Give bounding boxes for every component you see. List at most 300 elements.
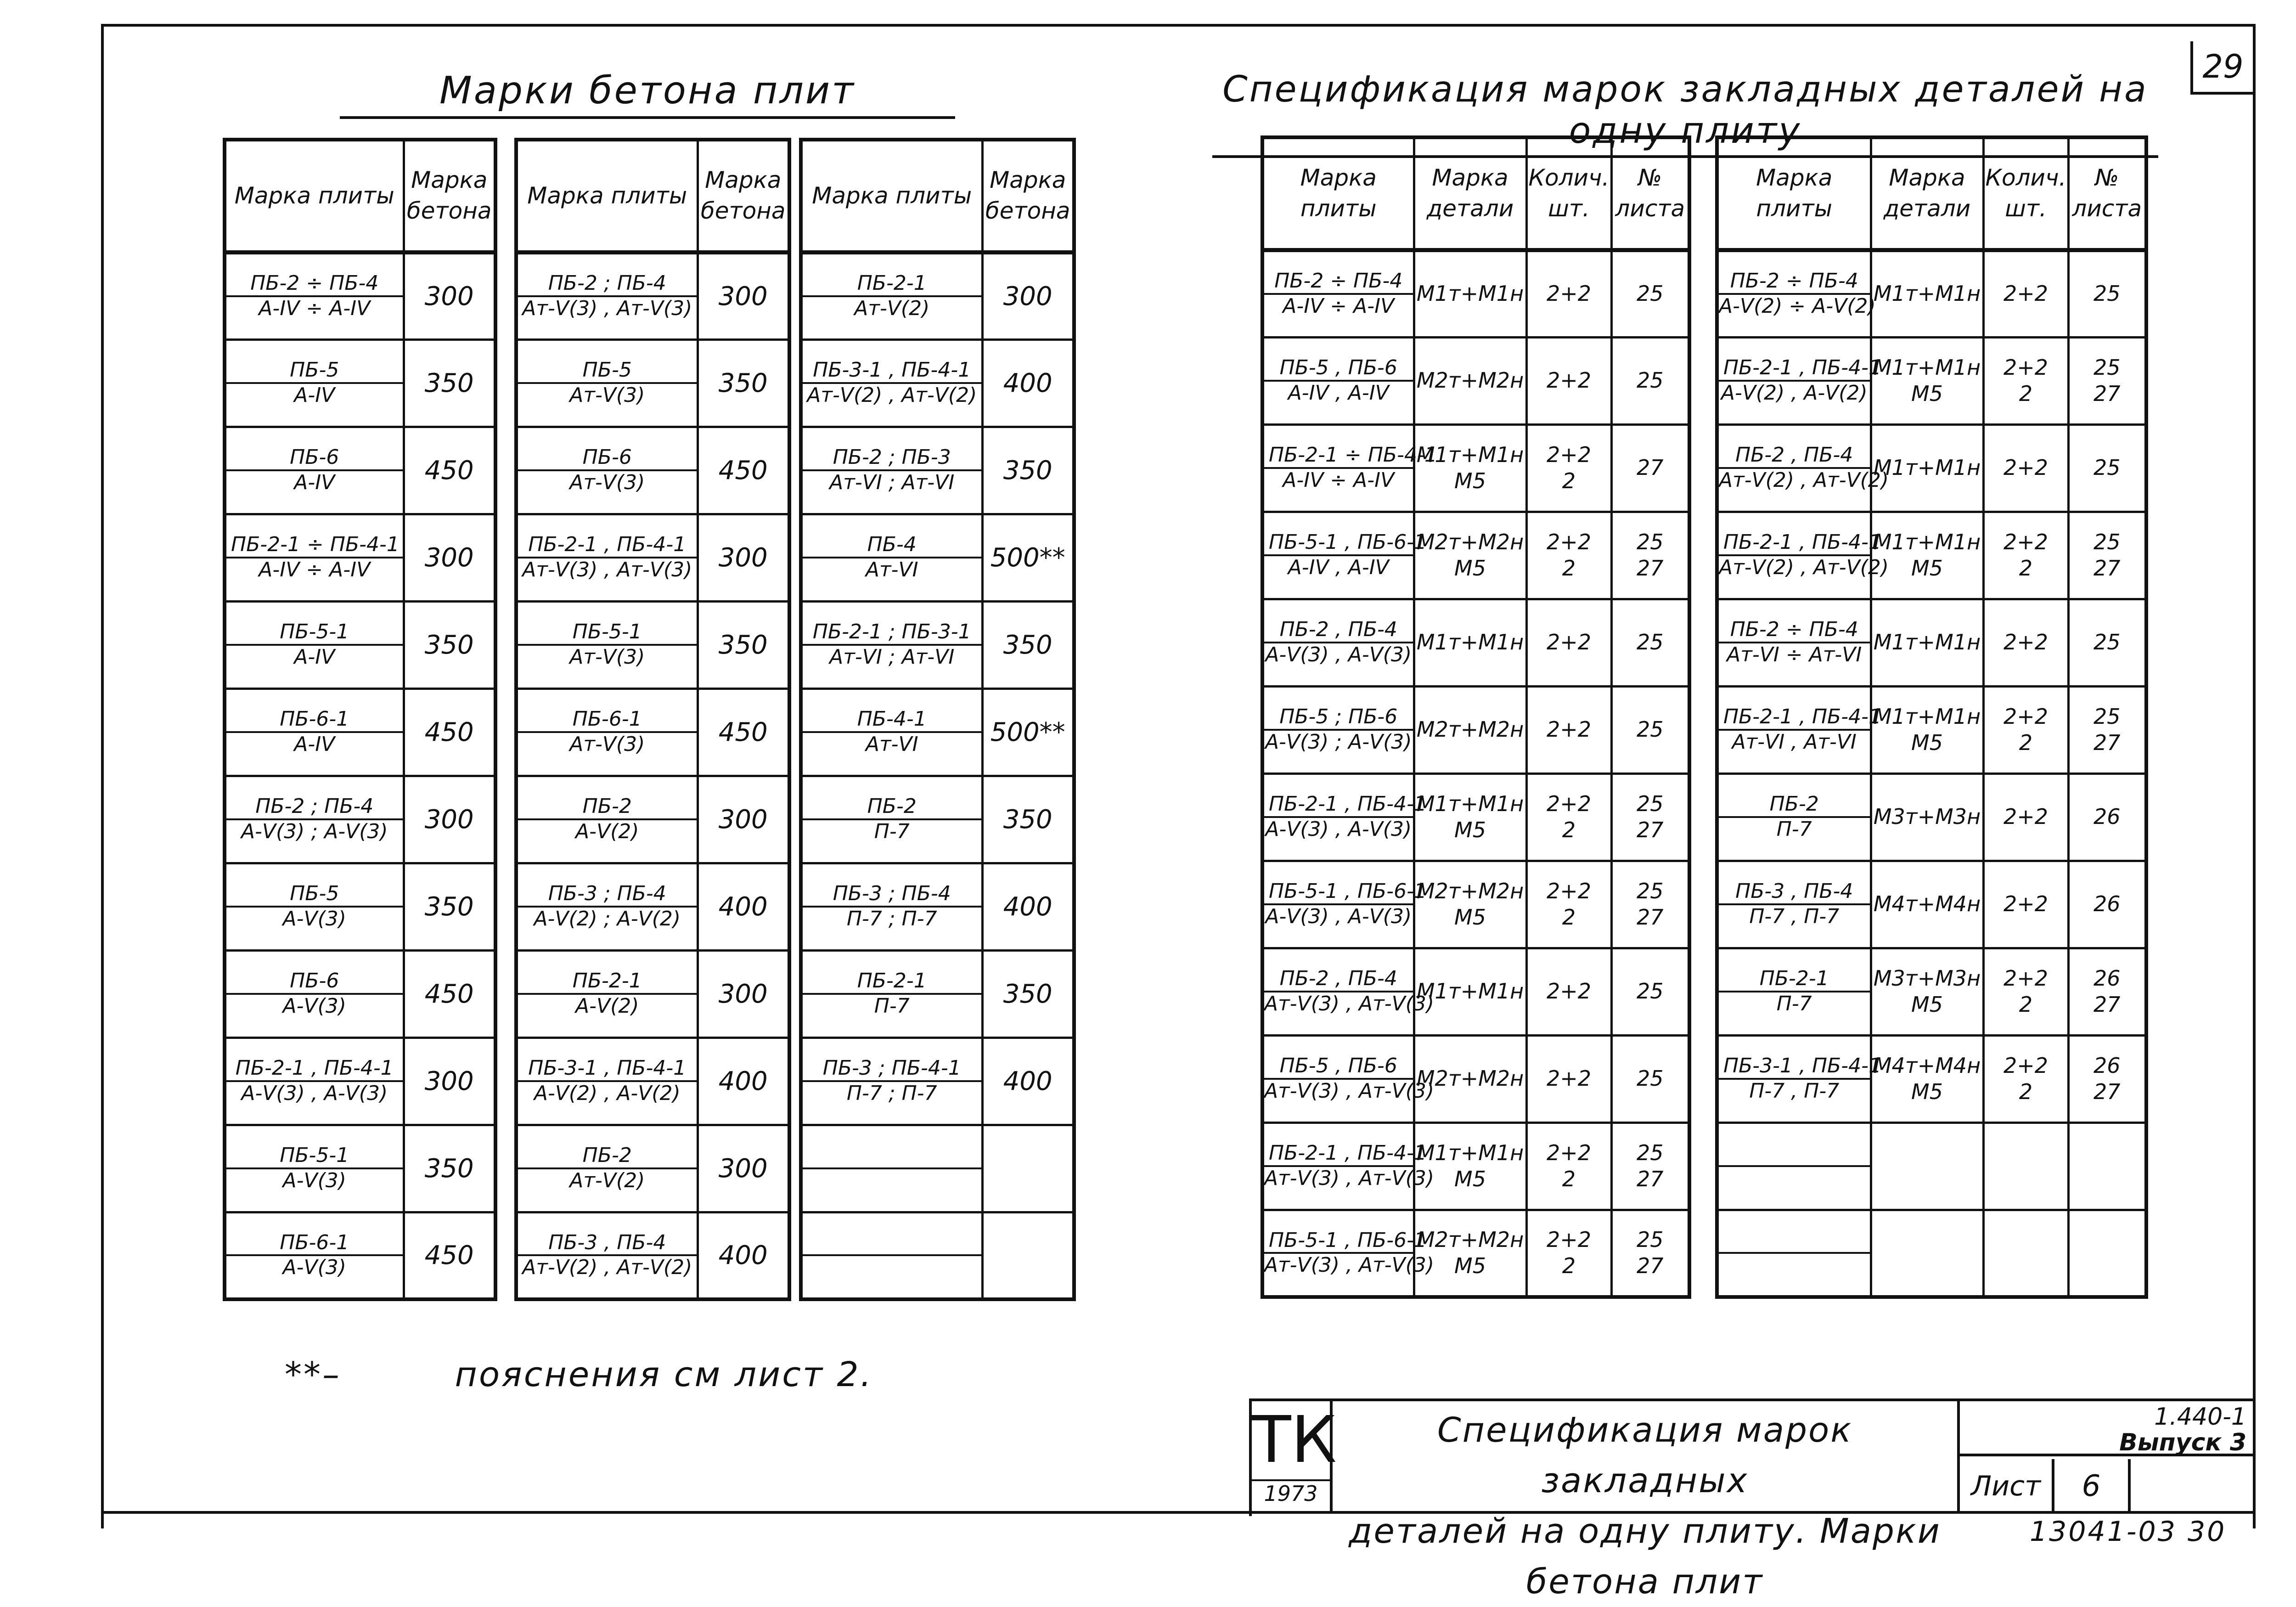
quantity: 2+2 2 (1526, 1210, 1611, 1297)
concrete-grade: 500** (982, 514, 1074, 601)
plate-mark-cell (225, 950, 404, 1038)
concrete-grade: 450 (698, 688, 789, 776)
plate-mark-top: ПБ-5 (226, 359, 403, 384)
table-row (516, 950, 789, 1038)
sheet-no: 25 27 (2068, 512, 2146, 599)
detail-mark: М1т+М1н (1871, 250, 1983, 337)
table-row (225, 427, 495, 514)
table-row (801, 1125, 1074, 1212)
plate-mark-fraction (226, 970, 403, 1018)
sheet-no: 25 (1611, 948, 1689, 1035)
concrete-grade: 300 (982, 252, 1074, 339)
plate-mark-cell (516, 1212, 698, 1299)
detail-mark: М1т+М1н (1414, 599, 1526, 686)
plate-mark-cell (225, 863, 404, 950)
quantity: 2+2 (1983, 250, 2068, 337)
plate-mark-fraction (1719, 1165, 1870, 1167)
plate-mark-bottom: Ат-V(2) , Ат-V(2) (1719, 468, 1889, 492)
plate-mark-fraction (803, 970, 981, 1018)
table-row (1717, 1035, 2146, 1122)
footnote-mark: **– (285, 1355, 341, 1394)
plate-mark-fraction (1264, 530, 1427, 579)
plate-mark-bottom: А-IV ÷ А-IV (259, 558, 371, 581)
table-row (516, 1038, 789, 1125)
plate-mark-top: ПБ-5 (226, 882, 403, 908)
table-row (225, 601, 495, 688)
concrete-grade: 400 (982, 1038, 1074, 1125)
table-row (1262, 599, 1689, 686)
detail-mark: М3т+М3н М5 (1871, 948, 1983, 1035)
plate-mark-top: ПБ-4-1 (803, 708, 981, 733)
sheet-no: 25 27 (1611, 1122, 1689, 1210)
plate-mark-top: ПБ-2 ÷ ПБ-4 (1719, 618, 1870, 643)
plate-mark-fraction (518, 446, 697, 494)
concrete-grade: 400 (982, 339, 1074, 427)
plate-mark-cell (225, 688, 404, 776)
plate-mark-cell (225, 1125, 404, 1212)
plate-mark-fraction (803, 1057, 981, 1105)
detail-mark: М2т+М2н (1414, 1035, 1526, 1122)
spec-table (1261, 135, 1691, 1299)
table-row (1717, 337, 2146, 424)
plate-mark-fraction (803, 272, 981, 320)
plate-mark-top: ПБ-2 ; ПБ-4 (226, 795, 403, 820)
concrete-grade: 500** (982, 688, 1074, 776)
plate-mark-top: ПБ-3-1 , ПБ-4-1 (803, 359, 981, 384)
concrete-grade: 400 (698, 863, 789, 950)
table-row (1262, 861, 1689, 948)
plate-mark-top: ПБ-2-1 ; ПБ-3-1 (803, 620, 981, 646)
detail-mark: М2т+М2н М5 (1414, 512, 1526, 599)
plate-mark-bottom: П-7 ; П-7 (846, 1082, 937, 1105)
plate-mark-bottom: Ат-V(3) , Ат-V(3) (522, 558, 692, 581)
plate-mark-bottom: А-V(3) , А-V(3) (1265, 643, 1412, 666)
plate-mark-bottom: Ат-V(3) , Ат-V(3) (522, 297, 692, 320)
spec-header: Колич. шт. (1983, 137, 2068, 250)
plate-mark-bottom: А-V(2) ÷ А-V(2) (1719, 294, 1876, 318)
concrete-grade (982, 1125, 1074, 1212)
sheet-no (2068, 1122, 2146, 1210)
plate-mark-top: ПБ-2-1 (518, 970, 697, 995)
concrete-table (223, 138, 497, 1301)
plate-mark-cell (1262, 250, 1414, 337)
left-title-text: Марки бетона плит (439, 69, 855, 113)
plate-mark-bottom: А-V(3) (282, 1256, 346, 1280)
sheet-no: 25 27 (1611, 512, 1689, 599)
quantity: 2+2 (1526, 686, 1611, 773)
table-row (516, 427, 789, 514)
concrete-grade: 450 (404, 950, 495, 1038)
quantity: 2+2 (1983, 773, 2068, 861)
concrete-grade: 450 (404, 427, 495, 514)
sheet-no: 25 27 (1611, 1210, 1689, 1297)
detail-mark (1871, 1210, 1983, 1297)
concrete-grade: 400 (698, 1212, 789, 1299)
plate-mark-fraction (1719, 443, 1889, 492)
plate-mark-fraction (518, 359, 697, 407)
quantity: 2+2 (1526, 948, 1611, 1035)
plate-mark-fraction (518, 708, 697, 756)
plate-mark-bottom: Ат-V(3) (569, 383, 645, 407)
quantity: 2+2 2 (1983, 337, 2068, 424)
plate-mark-top: ПБ-3 ; ПБ-4 (518, 882, 697, 908)
plate-mark-bottom: Ат-VI ÷ Ат-VI (1727, 643, 1862, 666)
plate-mark-bottom: А-V(3) , А-V(3) (241, 1082, 388, 1105)
quantity: 2+2 (1526, 250, 1611, 337)
table-row (1262, 424, 1689, 512)
concrete-grade: 350 (698, 339, 789, 427)
title-line-2: деталей на одну плиту. Марки бетона плит (1349, 1511, 1941, 1601)
sheet-no: 26 27 (2068, 948, 2146, 1035)
detail-mark: М1т+М1н (1414, 948, 1526, 1035)
plate-mark-cell (516, 1125, 698, 1212)
plate-mark-bottom: А-IV ÷ А-IV (1283, 468, 1395, 492)
plate-mark-cell (516, 601, 698, 688)
detail-mark: М1т+М1н М5 (1871, 686, 1983, 773)
page-number: 29 (2190, 41, 2253, 95)
table-row (225, 776, 495, 863)
tk-logo (1252, 1401, 1337, 1513)
plate-mark-fraction (518, 795, 697, 843)
sheet-number: 6 (2054, 1459, 2131, 1513)
plate-mark-bottom: А-V(2) (575, 994, 639, 1018)
table-row (225, 863, 495, 950)
title-block-title (1333, 1401, 1957, 1601)
plate-mark-fraction (1264, 1228, 1435, 1277)
plate-mark-cell (225, 427, 404, 514)
plate-mark-top: ПБ-4 (803, 533, 981, 558)
plate-mark-bottom: А-V(2) , А-V(2) (534, 1082, 681, 1105)
plate-mark-top: ПБ-2 (803, 795, 981, 820)
table-row (1262, 337, 1689, 424)
plate-mark-cell (516, 252, 698, 339)
detail-mark: М4т+М4н (1871, 861, 1983, 948)
table-row (1262, 686, 1689, 773)
concrete-header: Марка бетона (698, 140, 789, 252)
concrete-grade: 300 (698, 776, 789, 863)
plate-mark-top: ПБ-2-1 (1719, 967, 1870, 992)
plate-mark-top: ПБ-5-1 (226, 620, 403, 646)
plate-mark-top (803, 1254, 981, 1256)
sheet-no: 25 27 (2068, 686, 2146, 773)
table-row (801, 1038, 1074, 1125)
plate-mark-top: ПБ-5-1 , ПБ-6-1 (1264, 531, 1413, 556)
table-row (225, 950, 495, 1038)
concrete-grade: 450 (404, 688, 495, 776)
plate-mark-fraction (803, 795, 981, 843)
plate-mark-fraction (226, 620, 403, 669)
quantity: 2+2 (1526, 337, 1611, 424)
plate-mark-bottom: Ат-VI ; Ат-VI (829, 645, 955, 669)
plate-mark-bottom: А-V(2) ; А-V(2) (534, 907, 681, 930)
plate-mark-fraction (226, 359, 403, 407)
plate-mark-bottom: А-V(3) ; А-V(3) (1265, 730, 1412, 754)
concrete-grade: 300 (698, 950, 789, 1038)
detail-mark: М1т+М1н (1871, 599, 1983, 686)
plate-mark-fraction (518, 1231, 697, 1280)
plate-mark-cell (1262, 599, 1414, 686)
sheet-no: 25 (1611, 337, 1689, 424)
concrete-header: Марка плиты (225, 140, 404, 252)
plate-mark-cell (1717, 250, 1876, 337)
series-number: 1.440-1 (2154, 1403, 2246, 1431)
plate-mark-cell (1717, 599, 1871, 686)
detail-mark: М1т+М1н (1871, 424, 1983, 512)
plate-mark-bottom: Ат-V(3) , Ат-V(3) (1264, 1079, 1435, 1103)
plate-mark-top: ПБ-2 (518, 795, 697, 820)
plate-mark-cell (1717, 686, 1881, 773)
sheet-no: 25 (2068, 250, 2146, 337)
quantity: 2+2 2 (1983, 948, 2068, 1035)
plate-mark-cell (516, 688, 698, 776)
plate-mark-cell (225, 252, 404, 339)
plate-mark-fraction (1264, 443, 1437, 492)
plate-mark-fraction (1719, 269, 1876, 318)
plate-mark-bottom: А-V(3) ; А-V(3) (241, 820, 388, 843)
detail-mark: М4т+М4н М5 (1871, 1035, 1983, 1122)
table-row (225, 1212, 495, 1299)
plate-mark-top: ПБ-3-1 , ПБ-4-1 (518, 1057, 697, 1082)
plate-mark-fraction (803, 1254, 981, 1256)
concrete-grade: 350 (982, 601, 1074, 688)
plate-mark-bottom: А-IV (294, 733, 335, 756)
table-row (225, 514, 495, 601)
plate-mark-top (803, 1167, 981, 1169)
plate-mark-top: ПБ-2-1 , ПБ-4-1 (1264, 793, 1413, 818)
sheet-no: 25 (1611, 686, 1689, 773)
plate-mark-fraction (1264, 1141, 1435, 1190)
table-row (801, 863, 1074, 950)
table-row (516, 601, 789, 688)
concrete-grade: 300 (404, 776, 495, 863)
concrete-header: Марка плиты (801, 140, 982, 252)
concrete-grade: 450 (404, 1212, 495, 1299)
plate-mark-bottom: Ат-V(3) (569, 471, 645, 494)
plate-mark-cell (1262, 1210, 1435, 1297)
plate-mark-bottom: Ат-VI ; Ат-VI (829, 471, 955, 494)
plate-mark-top: ПБ-2-1 (803, 970, 981, 995)
table-row (801, 688, 1074, 776)
detail-mark: М1т+М1н М5 (1414, 773, 1526, 861)
plate-mark-top: ПБ-5 , ПБ-6 (1264, 356, 1413, 382)
plate-mark-top: ПБ-2-1 , ПБ-4-1 (1719, 705, 1870, 731)
table-row (801, 601, 1074, 688)
left-section-title (340, 69, 955, 113)
table-row (225, 688, 495, 776)
plate-mark-bottom: А-V(3) , А-V(3) (1265, 818, 1412, 841)
concrete-header: Марка плиты (516, 140, 698, 252)
table-row (516, 776, 789, 863)
concrete-header: Марка бетона (404, 140, 495, 252)
plate-mark-cell (1717, 337, 1881, 424)
plate-mark-top: ПБ-3-1 , ПБ-4-1 (1719, 1054, 1870, 1080)
plate-mark-cell (801, 1212, 982, 1299)
plate-mark-cell (1717, 1122, 1871, 1210)
quantity: 2+2 2 (1983, 1035, 2068, 1122)
plate-mark-fraction (1264, 705, 1413, 754)
plate-mark-fraction (226, 882, 403, 930)
table-row (516, 1212, 789, 1299)
plate-mark-bottom: А-V(3) (282, 994, 346, 1018)
plate-mark-cell (1717, 861, 1871, 948)
plate-mark-cell (801, 863, 982, 950)
plate-mark-top: ПБ-2 (518, 1144, 697, 1169)
plate-mark-top: ПБ-5-1 (226, 1144, 403, 1169)
table-row (801, 339, 1074, 427)
table-row (225, 252, 495, 339)
plate-mark-bottom: П-7 , П-7 (1749, 905, 1840, 928)
plate-mark-bottom: П-7 (874, 994, 910, 1018)
table-row (1717, 686, 2146, 773)
plate-mark-fraction (803, 1167, 981, 1169)
plate-mark-cell (225, 1212, 404, 1299)
plate-mark-fraction (518, 620, 697, 669)
plate-mark-top: ПБ-2 ÷ ПБ-4 (1719, 270, 1870, 295)
plate-mark-bottom: П-7 , П-7 (1749, 1079, 1840, 1103)
plate-mark-top: ПБ-3 ; ПБ-4 (803, 882, 981, 908)
plate-mark-cell (1262, 337, 1414, 424)
sheet-label: Лист (1960, 1459, 2054, 1513)
quantity: 2+2 2 (1526, 512, 1611, 599)
plate-mark-cell (1262, 948, 1435, 1035)
detail-mark: М2т+М2н М5 (1414, 1210, 1526, 1297)
sheet-no: 25 (2068, 599, 2146, 686)
plate-mark-top: ПБ-2-1 , ПБ-4-1 (1719, 356, 1870, 382)
plate-mark-fraction (803, 708, 981, 756)
plate-mark-top: ПБ-2-1 , ПБ-4-1 (1719, 531, 1870, 556)
detail-mark: М2т+М2н (1414, 337, 1526, 424)
plate-mark-bottom: Ат-V(2) , Ат-V(2) (522, 1256, 692, 1280)
table-row (1262, 773, 1689, 861)
sheet-no: 26 27 (2068, 1035, 2146, 1122)
logo-year: 1973 (1252, 1479, 1330, 1506)
concrete-grade: 350 (404, 601, 495, 688)
concrete-grade: 450 (698, 427, 789, 514)
plate-mark-bottom: П-7 (874, 820, 910, 843)
issue-number: Выпуск 3 (2119, 1429, 2246, 1456)
plate-mark-top: ПБ-2 ÷ ПБ-4 (1264, 270, 1413, 295)
plate-mark-cell (801, 339, 982, 427)
plate-mark-bottom: Ат-V(2) , Ат-V(2) (1719, 556, 1889, 579)
plate-mark-cell (1717, 948, 1871, 1035)
plate-mark-top: ПБ-6 (226, 446, 403, 471)
plate-mark-bottom: А-V(2) (575, 820, 639, 843)
plate-mark-top: ПБ-2-1 ÷ ПБ-4-1 (226, 533, 403, 558)
plate-mark-cell (516, 339, 698, 427)
quantity: 2+2 2 (1983, 512, 2068, 599)
detail-mark: М1т+М1н М5 (1871, 337, 1983, 424)
concrete-grade: 400 (982, 863, 1074, 950)
concrete-table (799, 138, 1076, 1301)
table-row (225, 1038, 495, 1125)
plate-mark-bottom: Ат-VI , Ат-VI (1732, 730, 1857, 754)
sheet-no (2068, 1210, 2146, 1297)
plate-mark-top: ПБ-2-1 , ПБ-4-1 (1264, 1142, 1413, 1167)
plate-mark-cell (1262, 686, 1414, 773)
plate-mark-cell (801, 950, 982, 1038)
plate-mark-top: ПБ-2-1 , ПБ-4-1 (226, 1057, 403, 1082)
table-row (516, 688, 789, 776)
plate-mark-fraction (803, 359, 981, 407)
concrete-grade: 350 (404, 1125, 495, 1212)
plate-mark-top: ПБ-6-1 (226, 708, 403, 733)
quantity: 2+2 2 (1983, 686, 2068, 773)
plate-mark-fraction (1719, 967, 1870, 1015)
concrete-grade: 350 (982, 776, 1074, 863)
plate-mark-cell (1717, 1035, 1881, 1122)
plate-mark-cell (801, 1038, 982, 1125)
plate-mark-bottom: П-7 (1776, 992, 1812, 1015)
plate-mark-fraction (518, 882, 697, 930)
plate-mark-fraction (1719, 705, 1881, 754)
plate-mark-bottom: Ат-V(2) , Ат-V(2) (807, 383, 977, 407)
plate-mark-fraction (1719, 1054, 1881, 1103)
plate-mark-fraction (518, 1057, 697, 1105)
sheet-no: 26 (2068, 861, 2146, 948)
plate-mark-bottom: А-V(2) , А-V(2) (1721, 381, 1868, 405)
plate-mark-top: ПБ-6-1 (226, 1231, 403, 1257)
plate-mark-top: ПБ-3 ; ПБ-4-1 (803, 1057, 981, 1082)
spec-header: № листа (1611, 137, 1689, 250)
quantity: 2+2 (1983, 861, 2068, 948)
plate-mark-fraction (1719, 356, 1881, 405)
plate-mark-bottom: Ат-V(3) (569, 645, 645, 669)
sheet-no: 25 27 (1611, 861, 1689, 948)
detail-mark: М1т+М1н М5 (1414, 1122, 1526, 1210)
plate-mark-fraction (803, 533, 981, 581)
concrete-grade: 350 (404, 339, 495, 427)
table-row (801, 427, 1074, 514)
plate-mark-fraction (226, 795, 403, 843)
detail-mark: М2т+М2н (1414, 686, 1526, 773)
plate-mark-fraction (1264, 967, 1435, 1015)
sheet-no: 25 (1611, 599, 1689, 686)
plate-mark-fraction (226, 1144, 403, 1192)
quantity: 2+2 2 (1526, 861, 1611, 948)
plate-mark-top: ПБ-3 , ПБ-4 (518, 1231, 697, 1257)
concrete-grade: 300 (404, 1038, 495, 1125)
title-line-1: Спецификация марок закладных (1437, 1410, 1853, 1500)
plate-mark-top: ПБ-5 , ПБ-6 (1264, 1054, 1413, 1080)
series-cell (1960, 1401, 2256, 1456)
title-block-cells (1957, 1401, 2256, 1513)
concrete-grade: 350 (404, 863, 495, 950)
plate-mark-fraction (226, 1057, 403, 1105)
concrete-grade: 300 (404, 514, 495, 601)
plate-mark-cell (1262, 861, 1427, 948)
detail-mark: М3т+М3н (1871, 773, 1983, 861)
plate-mark-cell (801, 427, 982, 514)
plate-mark-top: ПБ-5 ; ПБ-6 (1264, 705, 1413, 731)
quantity: 2+2 2 (1526, 1122, 1611, 1210)
plate-mark-fraction (1719, 618, 1870, 666)
spec-table (1715, 135, 2148, 1299)
document-code: 13041-03 30 (2030, 1516, 2227, 1548)
plate-mark-cell (516, 427, 698, 514)
spec-header: Марка плиты (1262, 137, 1414, 250)
plate-mark-cell (516, 514, 698, 601)
plate-mark-bottom: А-V(3) , А-V(3) (1265, 905, 1412, 928)
plate-mark-top (1719, 1252, 1870, 1254)
table-row (1717, 599, 2146, 686)
plate-mark-fraction (518, 272, 697, 320)
detail-mark: М1т+М1н (1414, 250, 1526, 337)
plate-mark-fraction (1264, 880, 1427, 928)
plate-mark-cell (516, 863, 698, 950)
plate-mark-bottom: Ат-VI (865, 733, 918, 756)
concrete-table (514, 138, 791, 1301)
table-row (516, 252, 789, 339)
